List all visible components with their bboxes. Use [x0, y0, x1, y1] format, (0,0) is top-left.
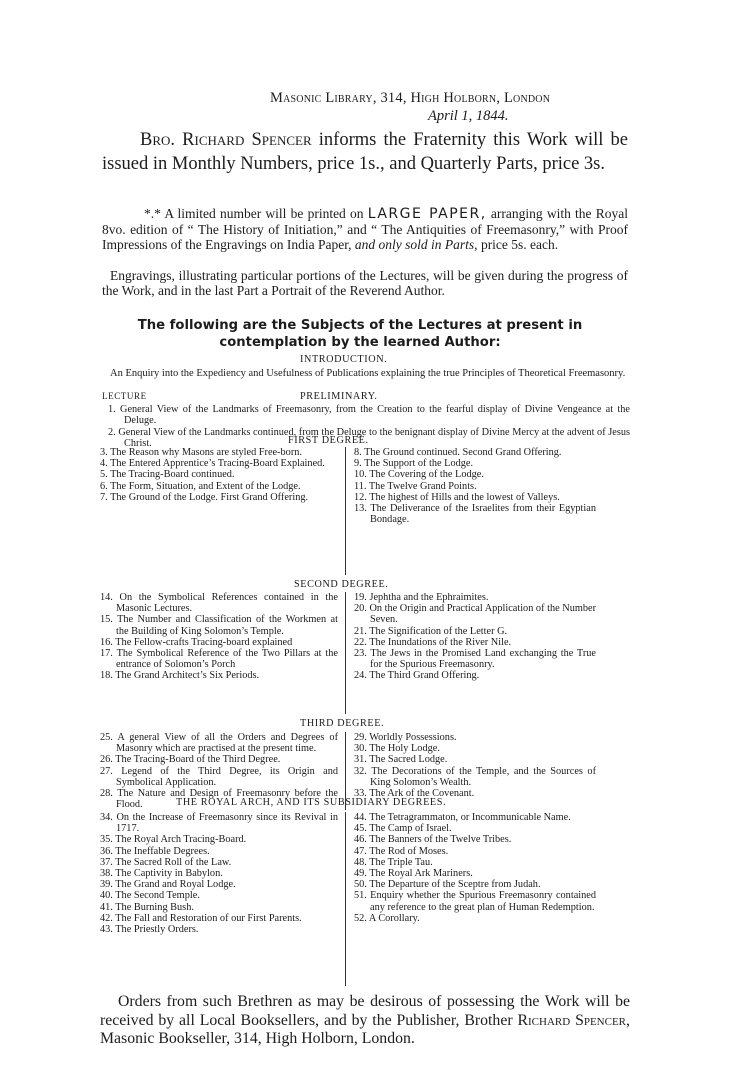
- list-item: 43. The Priestly Orders.: [100, 924, 199, 936]
- list-item: 35. The Royal Arch Tracing-Board.: [100, 834, 247, 846]
- list-item: 13. The Deliverance of the Israelites from their Egyptian Bondage.: [354, 503, 596, 526]
- list-item: 15. The Number and Classification of the Workmen at the Building of King Solomon’s Temple.: [100, 614, 338, 637]
- list-item: 22. The Inundations of the River Nile.: [354, 636, 512, 648]
- list-item: 39. The Grand and Royal Lodge.: [100, 879, 236, 891]
- announcement-text: informs the Fraternity this Work will be issued in Monthly Numbers, price 1s., and Quarterly Parts, price 3s.: [102, 130, 628, 174]
- lecture-label: LECTURE: [102, 391, 147, 401]
- third-degree-heading: THIRD DEGREE.: [300, 718, 385, 729]
- list-item: 30. The Holy Lodge.: [354, 743, 440, 755]
- introduction-text: An Enquiry into the Expediency and Usefulness of Publications explaining the true Principles of Theoretical Freemasonry.: [110, 368, 626, 379]
- engravings-paragraph: Engravings, illustrating particular portions of the Lectures, will be given during the progress of the Work, and in the last Part a Portrait of the Reverend Author.: [102, 268, 628, 299]
- list-item: 41. The Burning Bush.: [100, 901, 194, 913]
- announcement-paragraph: [102, 128, 628, 176]
- list-item: 10. The Covering of the Lodge.: [354, 469, 484, 481]
- orders-text: Orders from such Brethren as may be desirous of possessing the Work will be received by all Local Booksellers, and by the Publisher, Brother: [100, 993, 630, 1029]
- list-item: 42. The Fall and Restoration of our First Parents.: [100, 912, 302, 924]
- list-item: 48. The Triple Tau.: [354, 856, 433, 868]
- list-item: 11. The Twelve Grand Points.: [354, 480, 477, 492]
- large-paper-italic: and only sold in Parts,: [354, 237, 478, 253]
- column-divider: [345, 812, 346, 986]
- list-item: 38. The Captivity in Babylon.: [100, 868, 223, 880]
- list-item: 34. On the Increase of Freemasonry since its Revival in 1717.: [100, 812, 338, 835]
- list-item: 21. The Signification of the Letter G.: [354, 625, 508, 637]
- list-item: 8. The Ground continued. Second Grand Offering.: [354, 447, 562, 458]
- list-item: 7. The Ground of the Lodge. First Grand Offering.: [100, 491, 309, 503]
- subjects-heading-line2: contemplation by the learned Author:: [219, 334, 501, 350]
- orders-text-continued: , Masonic Bookseller, 314, High Holborn, London.: [100, 1011, 630, 1048]
- column-divider: [345, 592, 346, 714]
- first-degree-right-column: [352, 447, 596, 525]
- list-item: 37. The Sacred Roll of the Law.: [100, 856, 232, 868]
- large-paper-text-continued: arranging with the Royal 8vo. edition of “ The History of Initiation,” and “ The Antiquities of Freemasonry,” with Proof Impressions of the Engravings on India Paper,: [102, 206, 628, 253]
- list-item: 50. The Departure of the Sceptre from Judah.: [354, 879, 541, 891]
- large-paper-paragraph: [102, 206, 628, 253]
- list-item: 2. General View of the Landmarks continued, from the Deluge to the benignant display of Divine Mercy at the advent of Jesus Christ.: [108, 426, 630, 450]
- list-item: 3. The Reason why Masons are styled Free-born.: [100, 447, 302, 458]
- list-item: 17. The Symbolical Reference of the Two Pillars at the entrance of Solomon’s Porch: [100, 648, 338, 671]
- list-item: 24. The Third Grand Offering.: [354, 670, 480, 682]
- list-item: 29. Worldly Possessions.: [354, 732, 457, 743]
- list-item: 9. The Support of the Lodge.: [354, 458, 474, 470]
- list-item: 45. The Camp of Israel.: [354, 823, 452, 835]
- second-degree-left-column: [98, 592, 338, 682]
- publisher-name: Richard Spencer: [517, 1011, 627, 1029]
- large-paper-price: price 5s. each.: [477, 237, 559, 253]
- list-item: 44. The Tetragrammaton, or Incommunicable Name.: [354, 812, 571, 823]
- list-item: 20. On the Origin and Practical Application of the Number Seven.: [354, 603, 596, 626]
- list-item: 1. General View of the Landmarks of Freemasonry, from the Creation to the fearful display of Divine Vengeance at the Deluge.: [108, 404, 630, 427]
- introduction-heading: INTRODUCTION.: [300, 354, 388, 365]
- issue-date: April 1, 1844.: [428, 108, 509, 124]
- list-item: 40. The Second Temple.: [100, 890, 200, 902]
- list-item: 32. The Decorations of the Temple, and the Sources of King Solomon’s Wealth.: [354, 765, 596, 788]
- list-item: 36. The Ineffable Degrees.: [100, 845, 210, 857]
- list-item: 25. A general View of all the Orders and Degrees of Masonry which are practised at the present time.: [100, 732, 338, 755]
- second-degree-right-column: [352, 592, 596, 682]
- column-divider: [345, 447, 346, 575]
- subjects-heading: [110, 318, 610, 351]
- third-degree-right-column: [352, 732, 596, 799]
- royal-arch-heading: THE ROYAL ARCH, AND ITS SUBSIDIARY DEGREES.: [176, 797, 447, 808]
- list-item: 19. Jephtha and the Ephraimites.: [354, 592, 489, 603]
- list-item: 6. The Form, Situation, and Extent of the Lodge.: [100, 480, 301, 492]
- asterism-mark: *.*: [144, 206, 161, 221]
- first-degree-heading: FIRST DEGREE.: [288, 435, 369, 446]
- list-item: 14. On the Symbolical References contained in the Masonic Lectures.: [100, 592, 338, 615]
- list-item: 31. The Sacred Lodge.: [354, 754, 448, 766]
- publisher-address: Masonic Library, 314, High Holborn, London: [270, 90, 551, 106]
- list-item: 52. A Corollary.: [354, 912, 420, 924]
- preliminary-heading: PRELIMINARY.: [300, 391, 378, 402]
- list-item: 18. The Grand Architect’s Six Periods.: [100, 670, 260, 682]
- list-item: 49. The Royal Ark Mariners.: [354, 868, 473, 880]
- list-item: 51. Enquiry whether the Spurious Freemasonry contained any reference to the great plan of Human Redemption.: [354, 890, 596, 913]
- orders-paragraph: [100, 993, 630, 1049]
- second-degree-heading: SECOND DEGREE.: [294, 579, 389, 590]
- royal-arch-left-column: [98, 812, 338, 935]
- list-item: 12. The highest of Hills and the lowest of Valleys.: [354, 491, 560, 503]
- list-item: 16. The Fellow-crafts Tracing-board explained: [100, 636, 293, 648]
- list-item: 46. The Banners of the Twelve Tribes.: [354, 834, 512, 846]
- list-item: 4. The Entered Apprentice’s Tracing-Board Explained.: [100, 458, 325, 470]
- royal-arch-right-column: [352, 812, 596, 924]
- list-item: 28. The Nature and Design of Freemasonry before the Flood.: [100, 788, 338, 811]
- large-paper-emphasis: LARGE PAPER,: [367, 206, 487, 222]
- publisher-name: Bro. Richard Spencer: [140, 130, 312, 150]
- subjects-heading-line1: The following are the Subjects of the Lectures at present in: [137, 318, 583, 333]
- first-degree-left-column: [98, 447, 338, 503]
- list-item: 5. The Tracing-Board continued.: [100, 469, 235, 481]
- list-item: 26. The Tracing-Board of the Third Degree.: [100, 754, 281, 766]
- list-item: 23. The Jews in the Promised Land exchanging the True for the Spurious Freemasonry.: [354, 648, 596, 671]
- large-paper-text: A limited number will be printed on: [160, 206, 368, 221]
- list-item: 33. The Ark of the Covenant.: [354, 788, 475, 800]
- list-item: 47. The Rod of Moses.: [354, 845, 449, 857]
- list-item: 27. Legend of the Third Degree, its Origin and Symbolical Application.: [100, 765, 338, 788]
